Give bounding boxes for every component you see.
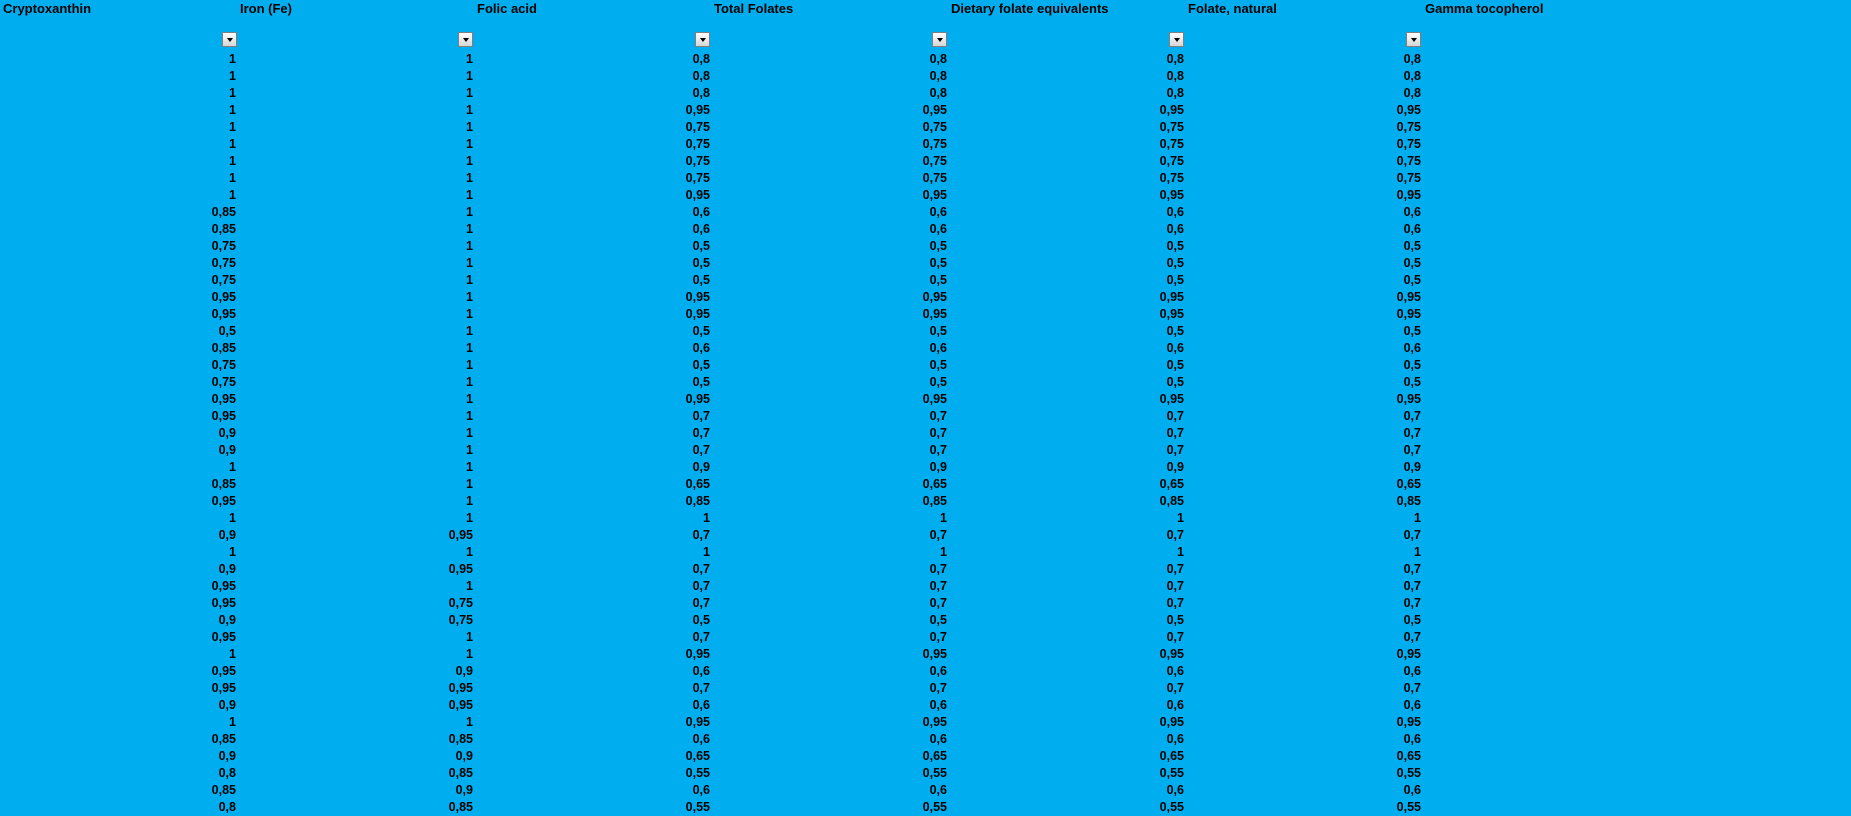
table-cell[interactable]: 0,5 [1403, 358, 1421, 372]
table-cell[interactable]: 0,75 [922, 137, 947, 151]
header-gamma-tocopherol: Gamma tocopherol [1425, 1, 1544, 16]
table-cell[interactable]: 1 [466, 86, 473, 100]
table-cell[interactable]: 0,95 [211, 681, 236, 695]
table-cell[interactable]: 0,95 [211, 664, 236, 678]
table-cell[interactable]: 0,5 [929, 358, 947, 372]
table-cell[interactable]: 0,8 [692, 52, 710, 66]
table-cell[interactable]: 0,6 [1166, 222, 1184, 236]
table-cell[interactable]: 0,5 [1403, 324, 1421, 338]
table-cell[interactable]: 0,6 [692, 783, 710, 797]
table-cell[interactable]: 0,8 [1166, 69, 1184, 83]
table-cell[interactable]: 0,85 [1159, 494, 1184, 508]
table-cell[interactable]: 1 [466, 222, 473, 236]
table-cell[interactable]: 0,9 [929, 460, 947, 474]
table-cell[interactable]: 0,65 [922, 477, 947, 491]
header-folate-natural: Folate, natural [1188, 1, 1277, 16]
table-cell[interactable]: 0,95 [1396, 307, 1421, 321]
filter-button-gamma-tocopherol[interactable] [1406, 32, 1421, 47]
filter-button-folic-acid[interactable] [458, 32, 473, 47]
table-cell[interactable]: 1 [466, 443, 473, 457]
table-cell[interactable]: 0,55 [1396, 766, 1421, 780]
table-cell[interactable]: 0,7 [929, 409, 947, 423]
table-cell[interactable]: 0,6 [1403, 664, 1421, 678]
dropdown-arrow-icon [1174, 38, 1180, 42]
table-cell[interactable]: 1 [1177, 545, 1184, 559]
dropdown-arrow-icon [227, 38, 233, 42]
table-cell[interactable]: 1 [229, 103, 236, 117]
column-folate-natural [1034, 52, 1184, 816]
table-cell[interactable]: 0,5 [1166, 256, 1184, 270]
filter-button-total-folates[interactable] [695, 32, 710, 47]
table-cell[interactable]: 0,8 [1403, 86, 1421, 100]
table-cell[interactable]: 0,7 [929, 579, 947, 593]
table-cell[interactable]: 0,95 [922, 715, 947, 729]
table-cell[interactable]: 0,65 [685, 749, 710, 763]
table-cell[interactable]: 0,95 [685, 290, 710, 304]
table-cell[interactable]: 0,7 [929, 562, 947, 576]
table-cell[interactable]: 0,55 [1159, 800, 1184, 814]
table-cell[interactable]: 0,55 [922, 766, 947, 780]
table-cell[interactable]: 1 [466, 154, 473, 168]
table-cell[interactable]: 0,5 [1166, 358, 1184, 372]
table-cell[interactable]: 0,6 [929, 341, 947, 355]
table-cell[interactable]: 0,8 [1166, 52, 1184, 66]
table-cell[interactable]: 0,5 [1166, 613, 1184, 627]
table-cell[interactable]: 0,95 [1396, 188, 1421, 202]
table-cell[interactable]: 0,95 [1159, 647, 1184, 661]
table-cell[interactable]: 0,8 [218, 800, 236, 814]
table-cell[interactable]: 0,6 [692, 341, 710, 355]
dropdown-arrow-icon [937, 38, 943, 42]
table-cell[interactable]: 1 [466, 630, 473, 644]
table-cell[interactable]: 0,5 [929, 375, 947, 389]
table-cell[interactable]: 0,7 [1166, 409, 1184, 423]
table-cell[interactable]: 0,6 [929, 698, 947, 712]
table-cell[interactable]: 1 [466, 511, 473, 525]
table-cell[interactable]: 0,7 [1403, 579, 1421, 593]
table-cell[interactable]: 0,85 [211, 477, 236, 491]
table-cell[interactable]: 0,6 [692, 732, 710, 746]
table-cell[interactable]: 1 [466, 171, 473, 185]
table-cell[interactable]: 0,95 [211, 392, 236, 406]
table-cell[interactable]: 0,8 [1403, 52, 1421, 66]
table-cell[interactable]: 1 [466, 188, 473, 202]
table-cell[interactable]: 1 [466, 494, 473, 508]
column-folic-acid [323, 52, 473, 816]
table-cell[interactable]: 0,95 [1396, 392, 1421, 406]
table-cell[interactable]: 0,8 [692, 86, 710, 100]
table-cell[interactable]: 0,95 [448, 562, 473, 576]
table-cell[interactable]: 0,7 [692, 579, 710, 593]
table-cell[interactable]: 0,85 [1396, 494, 1421, 508]
filter-button-dietary-folate-equivalents[interactable] [932, 32, 947, 47]
table-cell[interactable]: 0,95 [1159, 307, 1184, 321]
table-cell[interactable]: 0,95 [211, 596, 236, 610]
table-cell[interactable]: 0,5 [929, 239, 947, 253]
table-cell[interactable]: 0,95 [1396, 103, 1421, 117]
table-cell[interactable]: 0,6 [929, 732, 947, 746]
table-cell[interactable]: 0,5 [692, 239, 710, 253]
filter-button-folate-natural[interactable] [1169, 32, 1184, 47]
table-cell[interactable]: 0,7 [1403, 443, 1421, 457]
table-cell[interactable]: 0,65 [1396, 749, 1421, 763]
table-cell[interactable]: 1 [466, 409, 473, 423]
table-cell[interactable]: 0,75 [685, 154, 710, 168]
column-total-folates [560, 52, 710, 816]
table-cell[interactable]: 1 [229, 52, 236, 66]
table-cell[interactable]: 0,9 [455, 749, 473, 763]
table-cell[interactable]: 0,5 [692, 375, 710, 389]
table-cell[interactable]: 0,75 [211, 375, 236, 389]
table-cell[interactable]: 0,6 [692, 222, 710, 236]
table-cell[interactable]: 0,6 [929, 664, 947, 678]
table-cell[interactable]: 0,6 [1166, 664, 1184, 678]
table-cell[interactable]: 0,75 [448, 596, 473, 610]
table-cell[interactable]: 0,5 [692, 273, 710, 287]
table-cell[interactable]: 0,5 [1166, 375, 1184, 389]
table-cell[interactable]: 0,7 [692, 630, 710, 644]
column-dietary-folate-equivalents [797, 52, 947, 816]
table-cell[interactable]: 0,85 [211, 732, 236, 746]
table-cell[interactable]: 0,95 [685, 392, 710, 406]
table-cell[interactable]: 1 [466, 460, 473, 474]
table-cell[interactable]: 1 [1177, 511, 1184, 525]
table-cell[interactable]: 1 [466, 137, 473, 151]
table-cell[interactable]: 0,7 [929, 528, 947, 542]
table-cell[interactable]: 1 [466, 545, 473, 559]
header-iron: Iron (Fe) [240, 1, 292, 16]
table-cell[interactable]: 0,75 [685, 137, 710, 151]
table-cell[interactable]: 0,8 [929, 86, 947, 100]
table-cell[interactable]: 0,6 [1166, 205, 1184, 219]
table-cell[interactable]: 0,95 [922, 392, 947, 406]
table-cell[interactable]: 1 [466, 715, 473, 729]
table-cell[interactable]: 0,9 [455, 783, 473, 797]
table-cell[interactable]: 1 [466, 205, 473, 219]
table-cell[interactable]: 0,65 [1396, 477, 1421, 491]
table-cell[interactable]: 0,8 [1403, 69, 1421, 83]
table-cell[interactable]: 0,95 [922, 188, 947, 202]
table-cell[interactable]: 0,95 [448, 681, 473, 695]
header-dietary-folate-equivalents: Dietary folate equivalents [951, 1, 1109, 16]
table-cell[interactable]: 1 [703, 545, 710, 559]
table-cell[interactable]: 0,9 [455, 664, 473, 678]
table-cell[interactable]: 1 [466, 52, 473, 66]
table-cell[interactable]: 0,75 [922, 154, 947, 168]
table-cell[interactable]: 0,8 [1166, 86, 1184, 100]
table-cell[interactable]: 0,7 [1403, 528, 1421, 542]
table-cell[interactable]: 0,75 [211, 273, 236, 287]
table-cell[interactable]: 0,95 [211, 579, 236, 593]
table-cell[interactable]: 0,9 [218, 443, 236, 457]
table-cell[interactable]: 0,55 [922, 800, 947, 814]
table-cell[interactable]: 0,9 [218, 698, 236, 712]
table-cell[interactable]: 0,7 [929, 443, 947, 457]
table-cell[interactable]: 1 [229, 715, 236, 729]
table-cell[interactable]: 0,95 [1159, 392, 1184, 406]
table-cell[interactable]: 0,95 [685, 188, 710, 202]
table-cell[interactable]: 0,95 [922, 647, 947, 661]
table-cell[interactable]: 0,6 [692, 664, 710, 678]
table-cell[interactable]: 1 [466, 273, 473, 287]
table-cell[interactable]: 1 [229, 171, 236, 185]
table-cell[interactable]: 0,5 [692, 324, 710, 338]
table-cell[interactable]: 0,5 [692, 358, 710, 372]
table-cell[interactable]: 0,95 [1396, 647, 1421, 661]
table-cell[interactable]: 0,5 [929, 324, 947, 338]
table-cell[interactable]: 0,7 [1166, 596, 1184, 610]
table-cell[interactable]: 0,95 [1159, 188, 1184, 202]
table-cell[interactable]: 0,5 [1403, 613, 1421, 627]
table-cell[interactable]: 1 [466, 358, 473, 372]
table-cell[interactable]: 0,6 [929, 783, 947, 797]
table-cell[interactable]: 0,95 [685, 715, 710, 729]
table-cell[interactable]: 1 [466, 579, 473, 593]
table-cell[interactable]: 0,7 [929, 630, 947, 644]
table-cell[interactable]: 0,6 [1403, 698, 1421, 712]
table-cell[interactable]: 0,7 [692, 528, 710, 542]
table-cell[interactable]: 0,75 [1396, 154, 1421, 168]
table-cell[interactable]: 1 [940, 511, 947, 525]
table-cell[interactable]: 1 [229, 511, 236, 525]
table-cell[interactable]: 0,55 [1396, 800, 1421, 814]
table-cell[interactable]: 0,6 [1166, 783, 1184, 797]
table-cell[interactable]: 0,5 [692, 613, 710, 627]
table-cell[interactable]: 0,6 [1403, 222, 1421, 236]
table-cell[interactable]: 0,55 [685, 800, 710, 814]
table-cell[interactable]: 0,5 [1403, 239, 1421, 253]
table-cell[interactable]: 0,95 [448, 698, 473, 712]
table-cell[interactable]: 0,85 [685, 494, 710, 508]
table-cell[interactable]: 1 [229, 120, 236, 134]
table-cell[interactable]: 0,6 [1403, 341, 1421, 355]
table-cell[interactable]: 0,5 [929, 613, 947, 627]
table-cell[interactable]: 0,9 [218, 528, 236, 542]
table-cell[interactable]: 0,5 [1403, 375, 1421, 389]
table-cell[interactable]: 0,7 [1166, 562, 1184, 576]
table-cell[interactable]: 0,6 [929, 205, 947, 219]
table-cell[interactable]: 0,95 [211, 630, 236, 644]
table-cell[interactable]: 0,7 [1166, 579, 1184, 593]
table-cell[interactable]: 0,5 [929, 256, 947, 270]
table-cell[interactable]: 0,75 [1396, 120, 1421, 134]
table-cell[interactable]: 1 [229, 137, 236, 151]
table-cell[interactable]: 0,55 [685, 766, 710, 780]
table-cell[interactable]: 1 [466, 324, 473, 338]
table-cell[interactable]: 0,95 [922, 103, 947, 117]
table-cell[interactable]: 0,95 [685, 307, 710, 321]
table-cell[interactable]: 0,6 [1166, 732, 1184, 746]
table-cell[interactable]: 0,95 [922, 290, 947, 304]
table-cell[interactable]: 0,75 [1159, 120, 1184, 134]
table-cell[interactable]: 0,5 [1166, 324, 1184, 338]
table-cell[interactable]: 0,6 [692, 205, 710, 219]
table-cell[interactable]: 0,85 [211, 222, 236, 236]
table-cell[interactable]: 0,8 [692, 69, 710, 83]
table-cell[interactable]: 0,6 [1403, 205, 1421, 219]
table-cell[interactable]: 0,95 [211, 307, 236, 321]
table-cell[interactable]: 0,9 [1166, 460, 1184, 474]
table-cell[interactable]: 0,75 [211, 358, 236, 372]
table-cell[interactable]: 0,95 [1396, 290, 1421, 304]
table-cell[interactable]: 0,7 [1166, 443, 1184, 457]
table-cell[interactable]: 0,85 [448, 800, 473, 814]
table-cell[interactable]: 1 [466, 341, 473, 355]
table-cell[interactable]: 0,75 [685, 120, 710, 134]
table-cell[interactable]: 0,5 [218, 324, 236, 338]
table-cell[interactable]: 0,7 [1403, 409, 1421, 423]
table-cell[interactable]: 0,95 [1159, 103, 1184, 117]
table-cell[interactable]: 0,9 [1403, 460, 1421, 474]
table-cell[interactable]: 0,85 [448, 732, 473, 746]
table-cell[interactable]: 0,85 [211, 205, 236, 219]
table-cell[interactable]: 0,7 [692, 562, 710, 576]
dropdown-arrow-icon [463, 38, 469, 42]
table-cell[interactable]: 0,85 [211, 783, 236, 797]
table-cell[interactable]: 1 [940, 545, 947, 559]
table-cell[interactable]: 0,9 [218, 426, 236, 440]
table-cell[interactable]: 0,75 [1396, 171, 1421, 185]
table-cell[interactable]: 0,65 [922, 749, 947, 763]
table-cell[interactable]: 0,7 [1403, 630, 1421, 644]
table-cell[interactable]: 0,5 [1403, 273, 1421, 287]
table-cell[interactable]: 0,95 [1159, 715, 1184, 729]
table-cell[interactable]: 1 [229, 69, 236, 83]
table-cell[interactable]: 0,7 [929, 596, 947, 610]
table-cell[interactable]: 0,6 [692, 698, 710, 712]
table-cell[interactable]: 1 [466, 103, 473, 117]
dropdown-arrow-icon [700, 38, 706, 42]
table-cell[interactable]: 0,7 [692, 443, 710, 457]
table-cell[interactable]: 0,7 [1403, 426, 1421, 440]
table-cell[interactable]: 1 [466, 290, 473, 304]
table-cell[interactable]: 0,95 [211, 494, 236, 508]
table-cell[interactable]: 1 [466, 307, 473, 321]
table-cell[interactable]: 0,7 [1403, 562, 1421, 576]
table-cell[interactable]: 0,75 [1159, 171, 1184, 185]
table-cell[interactable]: 0,95 [685, 103, 710, 117]
table-cell[interactable]: 0,9 [218, 749, 236, 763]
table-cell[interactable]: 0,5 [1166, 273, 1184, 287]
table-cell[interactable]: 0,95 [211, 290, 236, 304]
header-cryptoxanthin: Cryptoxanthin [3, 1, 92, 16]
table-cell[interactable]: 1 [466, 239, 473, 253]
table-cell[interactable]: 0,7 [929, 426, 947, 440]
table-cell[interactable]: 0,5 [929, 273, 947, 287]
table-cell[interactable]: 0,6 [929, 222, 947, 236]
table-cell[interactable]: 1 [229, 154, 236, 168]
filter-button-iron[interactable] [222, 32, 237, 47]
table-cell[interactable]: 1 [229, 545, 236, 559]
table-cell[interactable]: 1 [466, 477, 473, 491]
table-cell[interactable]: 0,8 [929, 69, 947, 83]
table-cell[interactable]: 1 [229, 86, 236, 100]
table-cell[interactable]: 1 [466, 256, 473, 270]
table-cell[interactable]: 1 [466, 120, 473, 134]
table-cell[interactable]: 0,7 [1166, 630, 1184, 644]
table-cell[interactable]: 0,6 [1403, 783, 1421, 797]
table-cell[interactable]: 0,7 [1166, 681, 1184, 695]
column-gamma-tocopherol [1271, 52, 1421, 816]
table-cell[interactable]: 0,7 [692, 681, 710, 695]
table-cell[interactable]: 0,95 [685, 647, 710, 661]
table-cell[interactable]: 0,65 [685, 477, 710, 491]
table-cell[interactable]: 1 [1414, 511, 1421, 525]
table-cell[interactable]: 0,95 [448, 528, 473, 542]
table-cell[interactable]: 0,85 [211, 341, 236, 355]
table-cell[interactable]: 0,95 [1159, 290, 1184, 304]
table-cell[interactable]: 0,5 [1403, 256, 1421, 270]
table-cell[interactable]: 0,6 [1166, 341, 1184, 355]
table-cell[interactable]: 1 [466, 647, 473, 661]
table-cell[interactable]: 0,5 [1166, 239, 1184, 253]
header-folic-acid: Folic acid [477, 1, 537, 16]
table-cell[interactable]: 0,7 [1403, 681, 1421, 695]
table-cell[interactable]: 1 [229, 647, 236, 661]
table-cell[interactable]: 0,95 [211, 409, 236, 423]
table-cell[interactable]: 0,75 [922, 120, 947, 134]
table-cell[interactable]: 1 [1414, 545, 1421, 559]
table-cell[interactable]: 0,7 [692, 596, 710, 610]
table-cell[interactable]: 1 [466, 392, 473, 406]
table-cell[interactable]: 1 [466, 375, 473, 389]
table-cell[interactable]: 0,7 [692, 426, 710, 440]
table-cell[interactable]: 1 [466, 426, 473, 440]
table-cell[interactable]: 1 [466, 69, 473, 83]
table-cell[interactable]: 0,75 [1396, 137, 1421, 151]
table-cell[interactable]: 0,7 [1403, 596, 1421, 610]
table-cell[interactable]: 0,7 [1166, 528, 1184, 542]
table-cell[interactable]: 0,9 [692, 460, 710, 474]
table-cell[interactable]: 0,85 [922, 494, 947, 508]
table-cell[interactable]: 1 [229, 188, 236, 202]
table-cell[interactable]: 0,95 [1396, 715, 1421, 729]
table-cell[interactable]: 0,7 [692, 409, 710, 423]
table-cell[interactable]: 0,6 [1403, 732, 1421, 746]
table-cell[interactable]: 0,75 [448, 613, 473, 627]
table-cell[interactable]: 0,9 [218, 562, 236, 576]
table-cell[interactable]: 0,55 [1159, 766, 1184, 780]
table-cell[interactable]: 0,5 [692, 256, 710, 270]
table-cell[interactable]: 1 [703, 511, 710, 525]
dropdown-arrow-icon [1411, 38, 1417, 42]
table-cell[interactable]: 0,8 [218, 766, 236, 780]
table-cell[interactable]: 0,8 [929, 52, 947, 66]
table-cell[interactable]: 0,9 [218, 613, 236, 627]
table-cell[interactable]: 0,75 [685, 171, 710, 185]
table-cell[interactable]: 1 [229, 460, 236, 474]
table-cell[interactable]: 0,6 [1166, 698, 1184, 712]
table-cell[interactable]: 0,7 [1166, 426, 1184, 440]
table-cell[interactable]: 0,75 [1159, 154, 1184, 168]
table-cell[interactable]: 0,75 [922, 171, 947, 185]
header-total-folates: Total Folates [714, 1, 794, 16]
table-cell[interactable]: 0,75 [211, 256, 236, 270]
table-cell[interactable]: 0,65 [1159, 749, 1184, 763]
column-iron [86, 52, 236, 816]
table-cell[interactable]: 0,95 [922, 307, 947, 321]
table-cell[interactable]: 0,7 [929, 681, 947, 695]
table-cell[interactable]: 0,75 [1159, 137, 1184, 151]
table-cell[interactable]: 0,65 [1159, 477, 1184, 491]
table-cell[interactable]: 0,85 [448, 766, 473, 780]
table-cell[interactable]: 0,75 [211, 239, 236, 253]
